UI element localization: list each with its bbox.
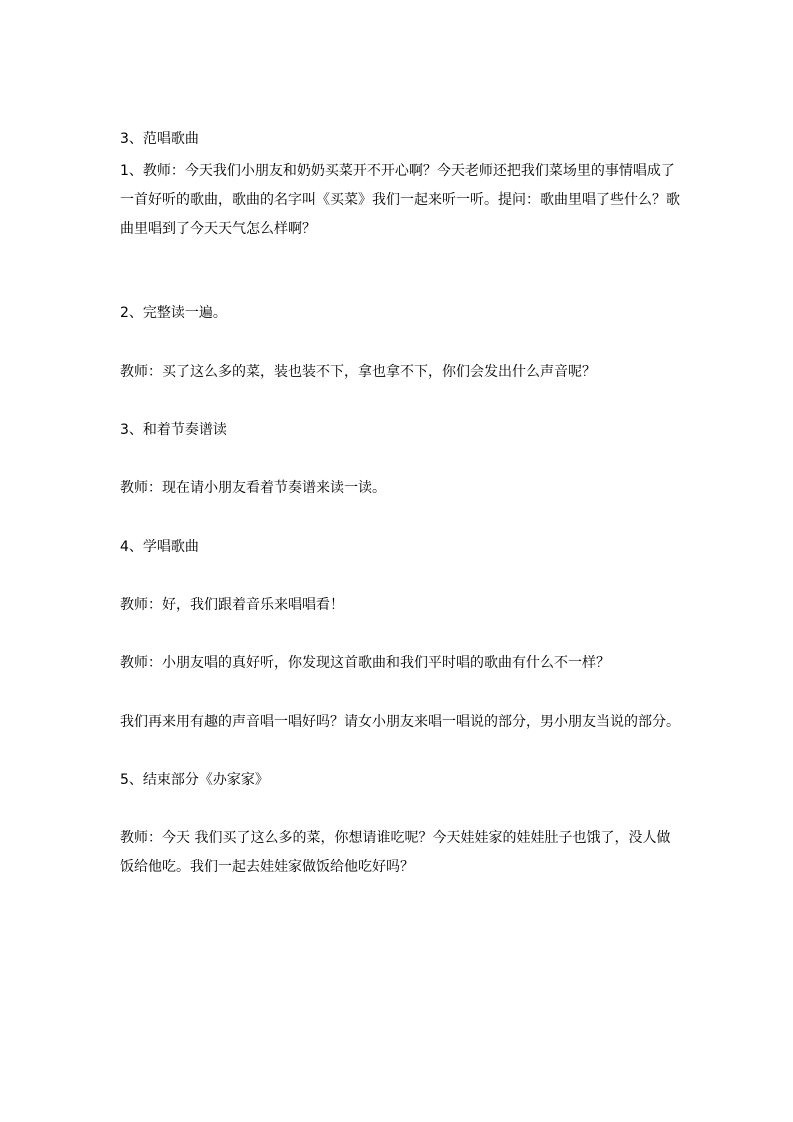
text-line: 饭给他吃。我们一起去娃娃家做饭给他吃好吗？ xyxy=(120,859,414,875)
paragraph-teacher-sounds xyxy=(120,358,680,387)
text-line: 一首好听的歌曲，歌曲的名字叫《买菜》我们一起来听一听。提问：歌曲里唱了些什么？歌 xyxy=(120,192,680,208)
heading-learn-song xyxy=(120,533,680,562)
paragraph-teacher-sing-along xyxy=(120,591,680,620)
text-line: 我们再来用有趣的声音唱一唱好吗？请女小朋友来唱一唱说的部分，男小朋友当说的部分。 xyxy=(120,714,680,730)
paragraph-teacher-rhythm xyxy=(120,474,680,503)
heading-read-through xyxy=(120,299,680,328)
heading-ending-part xyxy=(120,766,680,795)
heading-rhythm-reading xyxy=(120,416,680,445)
text-line: 教师：今天 我们买了这么多的菜，你想请谁吃呢？今天娃娃家的娃娃肚子也饿了，没人做 xyxy=(120,830,671,846)
text-line: 2、完整读一遍。 xyxy=(120,305,227,321)
text-line: 教师：现在请小朋友看着节奏谱来读一读。 xyxy=(120,480,386,496)
text-line: 教师：好，我们跟着音乐来唱唱看！ xyxy=(120,597,344,613)
paragraph-teacher-difference xyxy=(120,649,680,678)
text-line: 教师：买了这么多的菜，装也装不下，拿也拿不下，你们会发出什么声音呢？ xyxy=(120,364,596,380)
text-line: 曲里唱到了今天天气怎么样啊？ xyxy=(120,221,316,237)
text-line: 3、范唱歌曲 xyxy=(120,131,199,147)
heading-model-singing xyxy=(120,125,680,154)
paragraph-teacher-ending xyxy=(120,824,680,882)
text-line: 教师：小朋友唱的真好听，你发现这首歌曲和我们平时唱的歌曲有什么不一样？ xyxy=(120,655,610,671)
text-line: 4、学唱歌曲 xyxy=(120,539,199,555)
text-line: 1、教师：今天我们小朋友和奶奶买菜开不开心啊？今天老师还把我们菜场里的事情唱成了 xyxy=(120,163,675,179)
paragraph-intro xyxy=(120,157,680,244)
text-line: 5、结束部分《办家家》 xyxy=(120,772,269,788)
paragraph-fun-voices xyxy=(120,708,680,737)
text-line: 3、和着节奏谱读 xyxy=(120,422,227,438)
